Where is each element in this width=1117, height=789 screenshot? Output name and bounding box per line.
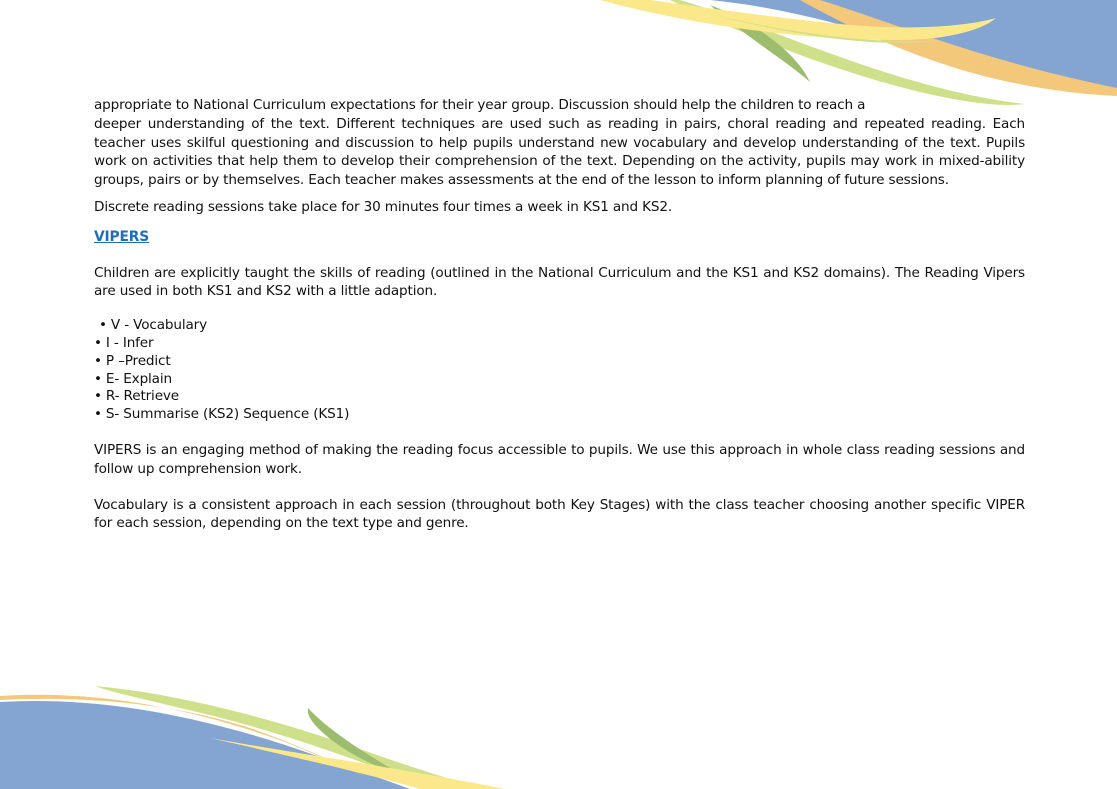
list-item: • I - Infer <box>94 335 1025 353</box>
skills-paragraph: Children are explicitly taught the skills of reading (outlined in the National Curriculum and the KS1 and KS2 domains). The Reading Vipers are used in both KS1 and KS2 with a little adaption. <box>94 264 1025 300</box>
vocabulary-paragraph: Vocabulary is a consistent approach in each session (throughout both Key Stages) with the class teacher choosing another specific VIPER for each session, depending on the text type and genre. <box>94 496 1025 532</box>
intro-first-line: appropriate to National Curriculum expectations for their year group. Discussion should help the children to reach a <box>94 97 866 113</box>
intro-paragraph <box>94 96 1025 190</box>
intro-continuation: deeper understanding of the text. Different techniques are used such as reading in pairs, choral reading and repeated reading. Each teacher uses skilful questioning and discussion to help pupils understand new vocabulary and develop understanding of the text. Pupils work on activities that help them to develop their comprehension of the text. Depending on the activity, pupils may work in mixed-ability groups, pairs or by themselves. Each teacher makes assessments at the end of the lesson to inform planning of future sessions. <box>94 115 1025 189</box>
list-item: • S- Summarise (KS2) Sequence (KS1) <box>94 406 1025 424</box>
swoosh-top-right <box>560 0 1117 110</box>
vipers-list <box>94 317 1025 424</box>
list-item: • R- Retrieve <box>94 388 1025 406</box>
engaging-paragraph: VIPERS is an engaging method of making the reading focus accessible to pupils. We use this approach in whole class reading sessions and follow up comprehension work. <box>94 441 1025 477</box>
document-body <box>94 96 1025 533</box>
list-item: • P –Predict <box>94 353 1025 371</box>
vipers-heading[interactable]: VIPERS <box>94 228 150 245</box>
list-item: • V - Vocabulary <box>94 317 1025 335</box>
swoosh-bottom-left <box>0 676 520 789</box>
sessions-paragraph: Discrete reading sessions take place for 30 minutes four times a week in KS1 and KS2. <box>94 198 673 215</box>
list-item: • E- Explain <box>94 371 1025 389</box>
